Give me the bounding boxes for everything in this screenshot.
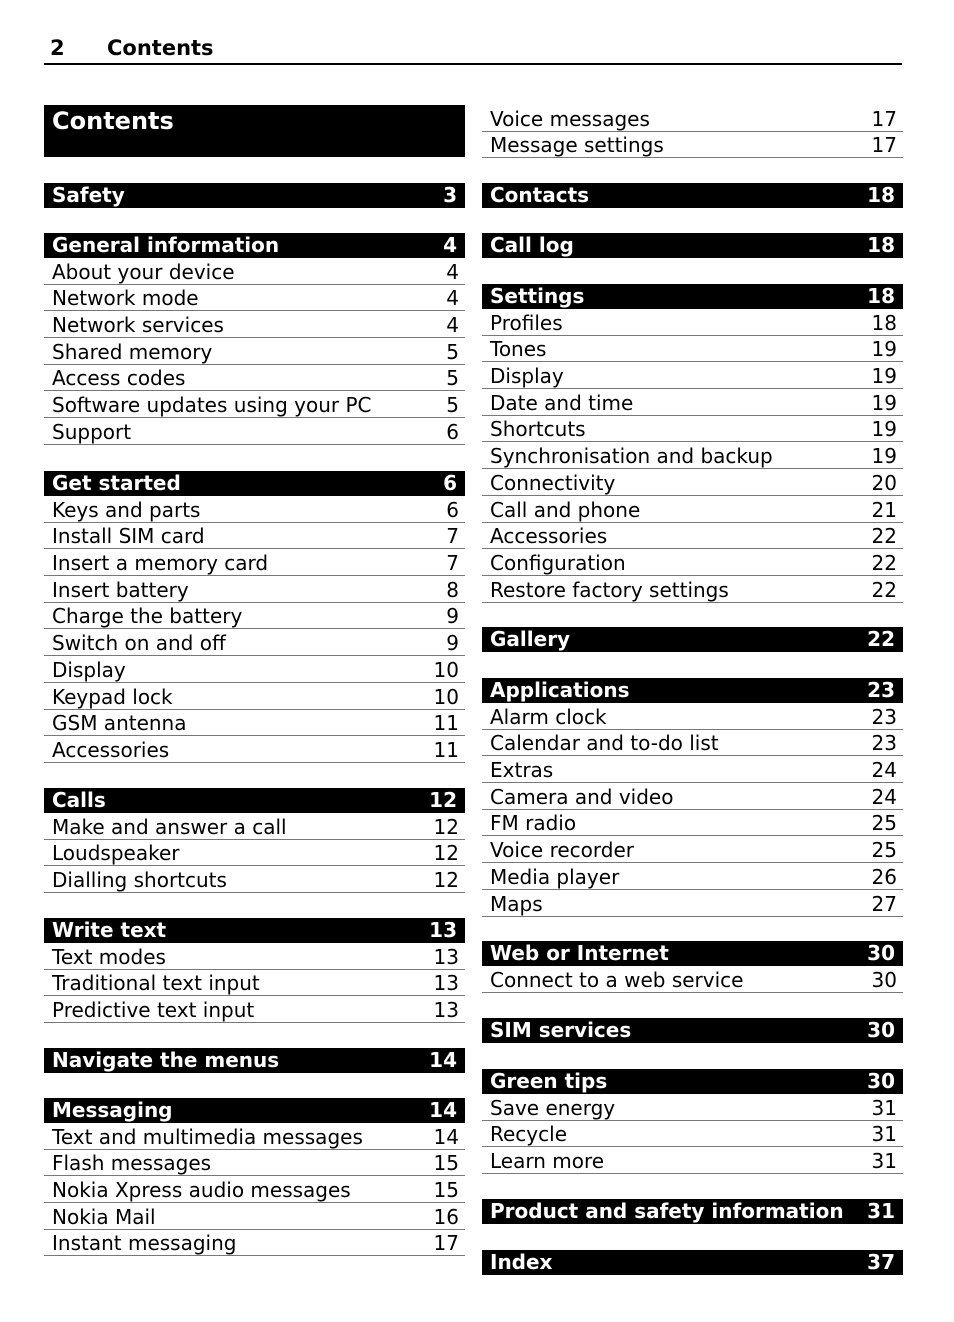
toc-section-page: 30: [867, 1018, 895, 1042]
toc-entry-page: 9: [446, 604, 459, 629]
toc-entry-label: Camera and video: [490, 784, 674, 809]
toc-entry-label: Flash messages: [52, 1151, 212, 1176]
toc-entry[interactable]: [482, 336, 903, 363]
toc-entry-page: 12: [433, 841, 459, 866]
toc-entry-page: 17: [433, 1231, 459, 1256]
toc-entry-page: 31: [871, 1149, 897, 1174]
toc-entry-page: 22: [871, 524, 897, 549]
toc-section-page: 18: [867, 233, 895, 257]
toc-section-header[interactable]: [44, 471, 465, 496]
toc-section-page: 4: [443, 233, 457, 257]
toc-entry-page: 25: [871, 838, 897, 863]
toc-section-page: 37: [867, 1250, 895, 1274]
toc-entry[interactable]: [482, 810, 903, 837]
toc-section-page: 22: [867, 627, 895, 651]
toc-section-header[interactable]: [482, 1199, 903, 1224]
toc-entry-label: Maps: [490, 891, 543, 916]
toc-entry[interactable]: [44, 970, 465, 997]
toc-entry-label: Make and answer a call: [52, 814, 287, 839]
toc-entry[interactable]: [482, 469, 903, 496]
toc-entry-label: Extras: [490, 758, 554, 783]
toc-entry-page: 10: [433, 684, 459, 709]
toc-section: [44, 233, 465, 445]
toc-section-header[interactable]: [482, 627, 903, 652]
toc-entry[interactable]: [482, 703, 903, 730]
toc-entry-page: 22: [871, 577, 897, 602]
toc-section-title: Contacts: [490, 183, 590, 207]
toc-entry-page: 18: [871, 310, 897, 335]
toc-section-header[interactable]: [44, 788, 465, 813]
toc-section-header[interactable]: [482, 678, 903, 703]
toc-entry[interactable]: [482, 1147, 903, 1174]
toc-entry[interactable]: [482, 1121, 903, 1148]
toc-section-title: Call log: [490, 233, 574, 257]
toc-section-header[interactable]: [44, 233, 465, 258]
toc-entry-label: Install SIM card: [52, 524, 205, 549]
toc-entry-page: 7: [446, 551, 459, 576]
toc-section-page: 14: [429, 1048, 457, 1072]
toc-entry-label: Restore factory settings: [490, 577, 729, 602]
toc-entry[interactable]: [44, 418, 465, 445]
toc-entry-page: 10: [433, 657, 459, 682]
toc-entry-label: Nokia Xpress audio messages: [52, 1178, 351, 1203]
toc-entry-label: Configuration: [490, 550, 626, 575]
toc-entry[interactable]: [44, 683, 465, 710]
toc-entry[interactable]: [44, 285, 465, 312]
toc-section-title: Green tips: [490, 1069, 608, 1093]
toc-section-title: Gallery: [490, 627, 571, 651]
toc-section-header[interactable]: [482, 1069, 903, 1094]
toc-entry-label: Message settings: [490, 133, 664, 158]
toc-entry[interactable]: [482, 362, 903, 389]
toc-section-title: General information: [52, 233, 280, 257]
toc-entry-label: Software updates using your PC: [52, 393, 372, 418]
page-header: [44, 34, 902, 65]
toc-entry-label: Charge the battery: [52, 604, 243, 629]
toc-section-page: 14: [429, 1098, 457, 1122]
toc-entry-label: Dialling shortcuts: [52, 868, 227, 893]
toc-entry-label: Synchronisation and backup: [490, 444, 773, 469]
toc-entry-page: 24: [871, 758, 897, 783]
toc-section-page: 18: [867, 183, 895, 207]
toc-section: [482, 233, 903, 258]
toc-section-page: 31: [867, 1199, 895, 1223]
toc-entry-page: 8: [446, 577, 459, 602]
toc-section-header[interactable]: [44, 183, 465, 208]
toc-section-title: Applications: [490, 678, 630, 702]
toc-entry-label: Shared memory: [52, 339, 213, 364]
toc-section-page: 6: [443, 471, 457, 495]
toc-entry-page: 4: [446, 259, 459, 284]
toc-entry-page: 26: [871, 864, 897, 889]
toc-entry[interactable]: [44, 813, 465, 840]
toc-section: [482, 1250, 903, 1275]
toc-section: [44, 1048, 465, 1073]
toc-section-page: 3: [443, 183, 457, 207]
toc-entry-label: Keys and parts: [52, 497, 201, 522]
toc-entry-label: Traditional text input: [52, 971, 260, 996]
toc-entry-label: Voice messages: [490, 106, 650, 131]
toc-entry-label: Accessories: [52, 737, 170, 762]
toc-section-header[interactable]: [482, 183, 903, 208]
toc-entry[interactable]: [44, 523, 465, 550]
toc-entry-label: Access codes: [52, 366, 186, 391]
toc-entry[interactable]: [44, 866, 465, 893]
toc-entry[interactable]: [44, 603, 465, 630]
toc-entry[interactable]: [44, 943, 465, 970]
toc-entry[interactable]: [44, 1176, 465, 1203]
toc-entry-page: 4: [446, 313, 459, 338]
toc-section-header[interactable]: [44, 1098, 465, 1123]
toc-entry[interactable]: [482, 132, 903, 159]
toc-section-page: 23: [867, 678, 895, 702]
toc-entry-page: 17: [871, 133, 897, 158]
toc-entry[interactable]: [44, 736, 465, 763]
toc-entry[interactable]: [44, 576, 465, 603]
toc-entry-label: Text modes: [52, 944, 166, 969]
toc-entry[interactable]: [44, 840, 465, 867]
toc-section-header[interactable]: [482, 284, 903, 309]
toc-section-page: 30: [867, 941, 895, 965]
toc-entry[interactable]: [482, 496, 903, 523]
toc-entry-page: 22: [871, 550, 897, 575]
toc-section: [482, 678, 903, 917]
toc-section-title: SIM services: [490, 1018, 632, 1042]
toc-entry-label: Alarm clock: [490, 704, 607, 729]
toc-section-title: Web or Internet: [490, 941, 669, 965]
toc-entry-page: 16: [433, 1204, 459, 1229]
toc-entry[interactable]: [44, 710, 465, 737]
toc-section-title: Index: [490, 1250, 553, 1274]
toc-entry-page: 19: [871, 390, 897, 415]
toc-entry-page: 31: [871, 1095, 897, 1120]
toc-entry[interactable]: [482, 442, 903, 469]
toc-section-page: 30: [867, 1069, 895, 1093]
toc-section: [482, 284, 903, 603]
toc-entry[interactable]: [482, 836, 903, 863]
header-title: Contents: [107, 36, 214, 60]
toc-section: [44, 471, 465, 763]
toc-entry-label: Display: [52, 657, 126, 682]
toc-entry[interactable]: [482, 105, 903, 132]
toc-entry-label: Insert battery: [52, 577, 189, 602]
toc-entry-label: Date and time: [490, 390, 634, 415]
toc-entry-label: Media player: [490, 864, 620, 889]
toc-section: [482, 1069, 903, 1174]
toc-entry-label: Instant messaging: [52, 1231, 237, 1256]
toc-entry[interactable]: [482, 549, 903, 576]
toc-entry-label: Connect to a web service: [490, 967, 744, 992]
toc-entry-label: Predictive text input: [52, 998, 255, 1023]
toc-section-title: Write text: [52, 918, 167, 942]
toc-section: [482, 627, 903, 652]
toc-entry[interactable]: [44, 629, 465, 656]
toc-entry-page: 12: [433, 868, 459, 893]
toc-entry-label: Insert a memory card: [52, 551, 269, 576]
toc-section-title: Calls: [52, 788, 106, 812]
toc-section: [44, 918, 465, 1023]
toc-section-header[interactable]: [44, 918, 465, 943]
toc-entry[interactable]: [44, 1230, 465, 1257]
toc-entry-label: About your device: [52, 259, 235, 284]
toc-section: [482, 1018, 903, 1043]
toc-entry-label: Save energy: [490, 1095, 616, 1120]
toc-entry-page: 17: [871, 106, 897, 131]
toc-section-title: Safety: [52, 183, 125, 207]
toc-entry[interactable]: [44, 656, 465, 683]
toc-section: [44, 183, 465, 208]
toc-entry-page: 23: [871, 731, 897, 756]
toc-entry[interactable]: [482, 1094, 903, 1121]
toc-entry[interactable]: [44, 549, 465, 576]
toc-entry[interactable]: [482, 389, 903, 416]
toc-entry-page: 19: [871, 364, 897, 389]
toc-entry-page: 24: [871, 784, 897, 809]
toc-entry[interactable]: [44, 338, 465, 365]
toc-entry-page: 13: [433, 998, 459, 1023]
contents-title-block: Contents: [44, 105, 465, 157]
toc-entry-page: 19: [871, 417, 897, 442]
toc-section-title: Messaging: [52, 1098, 173, 1122]
toc-section-header[interactable]: [482, 941, 903, 966]
toc-section-title: Product and safety information: [490, 1199, 844, 1223]
toc-continued-entries: [482, 105, 903, 158]
toc-entry-page: 31: [871, 1122, 897, 1147]
toc-entry-label: Shortcuts: [490, 417, 586, 442]
toc-section-page: 13: [429, 918, 457, 942]
toc-entry-page: 19: [871, 337, 897, 362]
toc-entry-label: Calendar and to-do list: [490, 731, 719, 756]
toc-entry-page: 23: [871, 704, 897, 729]
toc-entry[interactable]: [482, 890, 903, 917]
toc-entry-page: 11: [433, 737, 459, 762]
toc-entry-page: 30: [871, 967, 897, 992]
toc-entry-label: GSM antenna: [52, 711, 187, 736]
toc-entry-label: Network mode: [52, 286, 199, 311]
toc-entry-label: Switch on and off: [52, 631, 226, 656]
toc-entry-label: Text and multimedia messages: [52, 1124, 363, 1149]
toc-section-header[interactable]: [482, 1018, 903, 1043]
toc-entry[interactable]: [482, 416, 903, 443]
toc-section-header[interactable]: [482, 233, 903, 258]
toc-entry-label: Tones: [490, 337, 547, 362]
toc-entry[interactable]: [44, 496, 465, 523]
toc-entry-page: 13: [433, 944, 459, 969]
toc-entry-page: 14: [433, 1124, 459, 1149]
toc-entry-label: Network services: [52, 313, 224, 338]
toc-entry[interactable]: [44, 1123, 465, 1150]
toc-section: [482, 183, 903, 208]
toc-entry[interactable]: [44, 365, 465, 392]
toc-entry-page: 21: [871, 497, 897, 522]
toc-entry-label: Voice recorder: [490, 838, 634, 863]
toc-entry-label: Loudspeaker: [52, 841, 180, 866]
toc-section: [44, 788, 465, 893]
toc-section-title: Navigate the menus: [52, 1048, 280, 1072]
toc-entry-label: Display: [490, 364, 564, 389]
toc-entry-page: 6: [446, 419, 459, 444]
toc-entry[interactable]: [482, 523, 903, 550]
toc-entry-label: Nokia Mail: [52, 1204, 156, 1229]
toc-section-page: 12: [429, 788, 457, 812]
toc-entry[interactable]: [44, 996, 465, 1023]
toc-entry-page: 5: [446, 366, 459, 391]
toc-entry[interactable]: [482, 966, 903, 993]
toc-entry-label: Call and phone: [490, 497, 641, 522]
toc-entry-label: FM radio: [490, 811, 577, 836]
toc-entry[interactable]: [482, 756, 903, 783]
toc-entry-page: 5: [446, 393, 459, 418]
toc-entry[interactable]: [482, 309, 903, 336]
toc-entry-page: 7: [446, 524, 459, 549]
toc-entry-label: Recycle: [490, 1122, 567, 1147]
toc-entry[interactable]: [44, 391, 465, 418]
toc-entry-page: 25: [871, 811, 897, 836]
page-number: 2: [50, 36, 65, 60]
toc-entry-page: 4: [446, 286, 459, 311]
toc-entry[interactable]: [482, 783, 903, 810]
toc-entry-page: 12: [433, 814, 459, 839]
toc-entry[interactable]: [44, 311, 465, 338]
toc-entry[interactable]: [44, 258, 465, 285]
toc-section: [44, 1098, 465, 1256]
toc-entry-label: Profiles: [490, 310, 563, 335]
toc-entry-label: Accessories: [490, 524, 608, 549]
toc-entry-page: 15: [433, 1151, 459, 1176]
toc-entry-page: 6: [446, 497, 459, 522]
toc-entry[interactable]: [482, 730, 903, 757]
toc-section: [482, 941, 903, 993]
toc-entry-label: Learn more: [490, 1149, 605, 1174]
toc-entry-page: 20: [871, 470, 897, 495]
toc-section-page: 18: [867, 284, 895, 308]
toc-entry[interactable]: [44, 1203, 465, 1230]
toc-entry[interactable]: [482, 576, 903, 603]
toc-entry-label: Connectivity: [490, 470, 616, 495]
toc-entry-label: Keypad lock: [52, 684, 173, 709]
toc-entry-page: 27: [871, 891, 897, 916]
toc-section-header[interactable]: [44, 1048, 465, 1073]
toc-section-title: Get started: [52, 471, 181, 495]
toc-section: [482, 1199, 903, 1224]
toc-entry-page: 9: [446, 631, 459, 656]
toc-entry-page: 19: [871, 444, 897, 469]
toc-entry-page: 11: [433, 711, 459, 736]
toc-entry-page: 13: [433, 971, 459, 996]
toc-entry-label: Support: [52, 419, 132, 444]
toc-entry[interactable]: [482, 863, 903, 890]
toc-entry[interactable]: [44, 1150, 465, 1177]
toc-section-header[interactable]: [482, 1250, 903, 1275]
toc-entry-page: 5: [446, 339, 459, 364]
toc-section-title: Settings: [490, 284, 585, 308]
toc-entry-page: 15: [433, 1178, 459, 1203]
